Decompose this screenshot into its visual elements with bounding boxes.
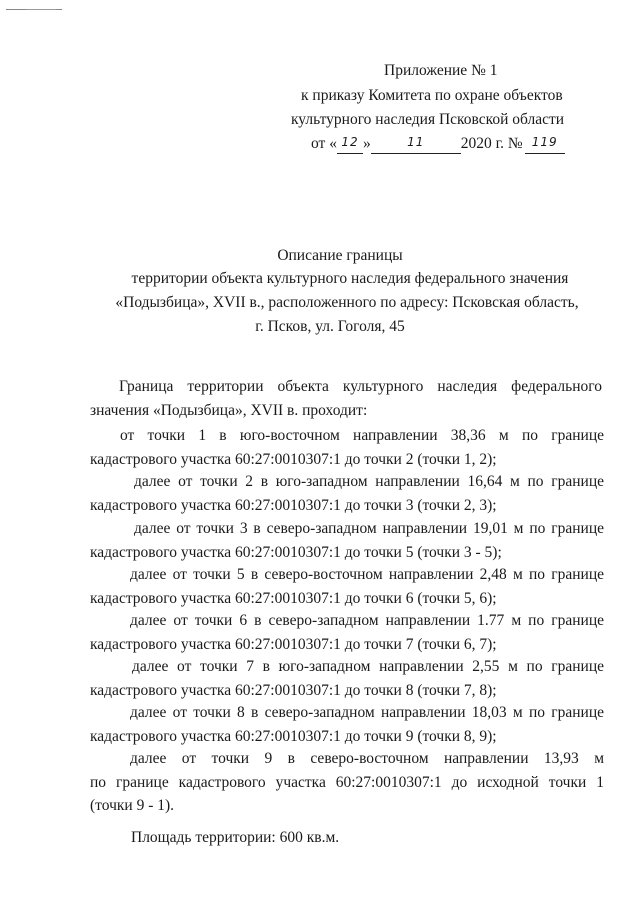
- appendix-title: Приложение № 1: [384, 62, 498, 79]
- date-day-field: [337, 135, 363, 154]
- segment-rest-line: кадастрового участка 60:27:0010307:1 до точки 2 (точки 1, 2);: [90, 450, 497, 468]
- segment-first-line: далее от точки 9 в северо-восточном направлении 13,93 м: [130, 750, 604, 767]
- segment-rest-line: кадастрового участка 60:27:0010307:1 до точки 9 (точки 8, 9);: [90, 727, 497, 745]
- segment-first-line: далее от точки 8 в северо-западном направлении 18,03 м по границе: [130, 704, 604, 721]
- date-month-field: [371, 135, 461, 154]
- appendix-date-line: [311, 132, 565, 156]
- segment-first-line: далее от точки 6 в северо-западном направлении 1.77 м по границе: [130, 612, 604, 629]
- boundary-segment: [90, 747, 604, 818]
- boundary-segment: [90, 424, 604, 471]
- segment-rest-line: кадастрового участка 60:27:0010307:1 до точки 5 (точки 3 - 5);: [90, 543, 502, 561]
- territory-area: Площадь территории: 600 кв.м.: [131, 829, 340, 846]
- boundary-segment: [90, 517, 604, 564]
- segment-first-line: далее от точки 5 в северо-восточном направлении 2,48 м по границе: [130, 566, 604, 583]
- date-month-handwritten: 11: [407, 135, 425, 149]
- appendix-committee: культурного наследия Псковской области: [291, 111, 565, 128]
- segment-rest-line: кадастрового участка 60:27:0010307:1 до точки 8 (точки 7, 8);: [90, 681, 497, 699]
- date-day-handwritten: 12: [341, 135, 359, 149]
- boundary-segment: [90, 563, 604, 610]
- segment-rest-line: по границе кадастрового участка 60:27:0010307:1 до исходной точки 1: [90, 773, 604, 791]
- segment-first-line: далее от точки 7 в юго-западном направлении 2,55 м по границе: [132, 658, 604, 675]
- order-number-field: [525, 135, 565, 154]
- boundary-segment: [90, 655, 604, 702]
- intro-first-line: Граница территории объекта культурного наследия федерального: [119, 378, 602, 395]
- segment-first-line: далее от точки 2 в юго-западном направлении 16,64 м по границе: [134, 473, 604, 490]
- segment-first-line: далее от точки 3 в северо-западном направлении 19,01 м по границе: [134, 520, 604, 537]
- segment-rest-line: кадастрового участка 60:27:0010307:1 до точки 7 (точки 6, 7);: [90, 635, 497, 653]
- segment-rest-line: кадастрового участка 60:27:0010307:1 до точки 6 (точки 5, 6);: [90, 589, 497, 607]
- boundary-segment: [90, 609, 604, 656]
- boundary-segment: [90, 701, 604, 748]
- date-prefix: от «: [311, 135, 337, 152]
- doc-title: Описание границы: [277, 247, 403, 264]
- appendix-order-ref: к приказу Комитета по охране объектов: [301, 87, 563, 104]
- segment-rest-line: кадастрового участка 60:27:0010307:1 до точки 3 (точки 2, 3);: [90, 496, 497, 514]
- order-number-handwritten: 119: [531, 135, 558, 149]
- doc-subtitle-line-2: «Подызбица», XVII в., расположенного по адресу: Псковская область,: [115, 294, 579, 311]
- date-quote-close: »: [362, 135, 371, 152]
- scan-corner-mark: [6, 9, 62, 10]
- doc-subtitle-line-1: территории объекта культурного наследия федерального значения: [131, 270, 569, 287]
- date-year-number-label: 2020 г. №: [460, 135, 523, 152]
- segment-rest-line-2: (точки 9 - 1).: [90, 797, 175, 814]
- boundary-segment: [90, 470, 604, 517]
- doc-subtitle-line-3: г. Псков, ул. Гоголя, 45: [255, 318, 405, 335]
- segment-first-line: от точки 1 в юго-восточном направлении 38,36 м по границе: [120, 427, 604, 444]
- intro-rest-line: значения «Подызбица», XVII в. проходит:: [90, 401, 368, 419]
- intro-paragraph: [90, 375, 602, 422]
